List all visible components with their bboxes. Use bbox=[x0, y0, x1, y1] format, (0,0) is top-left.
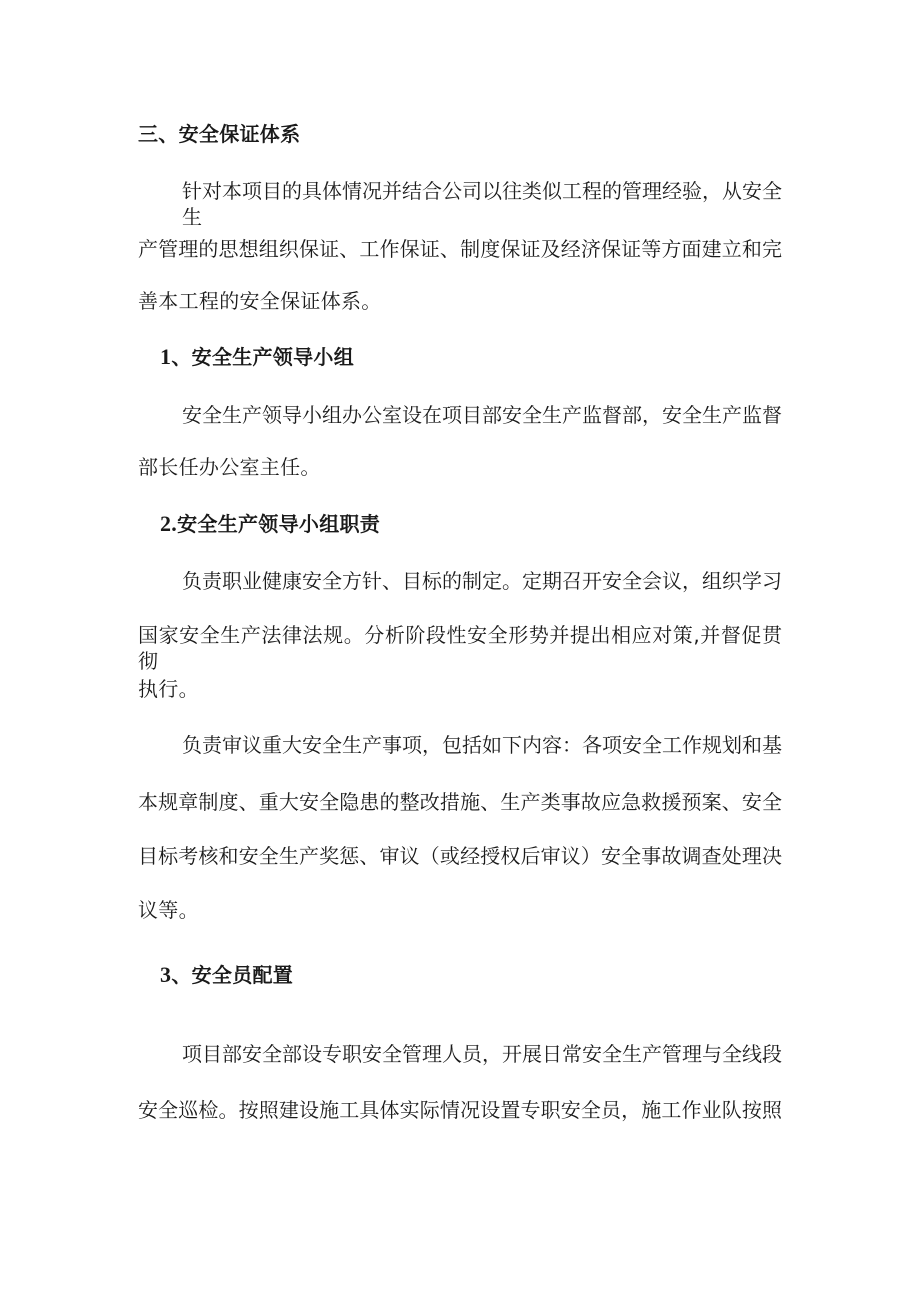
subsection-1-number: 1 bbox=[160, 344, 172, 369]
subsection-3-line-1: 项目部安全部设专职安全管理人员，开展日常安全生产管理与全线段 bbox=[182, 1042, 782, 1066]
subsection-3-title: 、安全员配置 bbox=[171, 963, 294, 987]
subsection-3-heading bbox=[160, 962, 293, 988]
subsection-3-line-2: 安全巡检。按照建设施工具体实际情况设置专职安全员，施工作业队按照 bbox=[138, 1098, 782, 1122]
subsection-2-number: 2. bbox=[160, 511, 178, 536]
subsection-2-para-1-line-1: 负责职业健康安全方针、目标的制定。定期召开安全会议，组织学习 bbox=[182, 569, 782, 593]
subsection-2-para-2-line-2: 本规章制度、重大安全隐患的整改措施、生产类事故应急救援预案、安全 bbox=[138, 790, 782, 814]
subsection-2-para-2-line-4: 议等。 bbox=[138, 898, 199, 922]
intro-line-3: 善本工程的安全保证体系。 bbox=[138, 289, 382, 313]
subsection-2-heading bbox=[160, 511, 380, 537]
subsection-1-heading bbox=[160, 344, 354, 370]
subsection-2-para-2-line-1: 负责审议重大安全生产事项，包括如下内容：各项安全工作规划和基 bbox=[182, 733, 782, 757]
subsection-2-title: 安全生产领导小组职责 bbox=[177, 512, 381, 536]
intro-line-1: 针对本项目的具体情况并结合公司以往类似工程的管理经验，从安全生 bbox=[182, 179, 782, 229]
subsection-2-para-1-line-3: 执行。 bbox=[138, 677, 199, 701]
subsection-1-line-1: 安全生产领导小组办公室设在项目部安全生产监督部，安全生产监督 bbox=[182, 403, 782, 427]
subsection-2-para-2-line-3: 目标考核和安全生产奖惩、审议（或经授权后审议）安全事故调查处理决 bbox=[138, 844, 782, 868]
subsection-1-line-2: 部长任办公室主任。 bbox=[138, 455, 321, 479]
subsection-3-number: 3 bbox=[160, 962, 172, 987]
subsection-2-para-1-line-2: 国家安全生产法律法规。分析阶段性安全形势并提出相应对策,并督促贯彻 bbox=[138, 623, 782, 673]
intro-line-2: 产管理的思想组织保证、工作保证、制度保证及经济保证等方面建立和完 bbox=[138, 237, 782, 261]
subsection-1-title: 、安全生产领导小组 bbox=[171, 345, 355, 369]
section-title: 三、安全保证体系 bbox=[138, 122, 301, 146]
